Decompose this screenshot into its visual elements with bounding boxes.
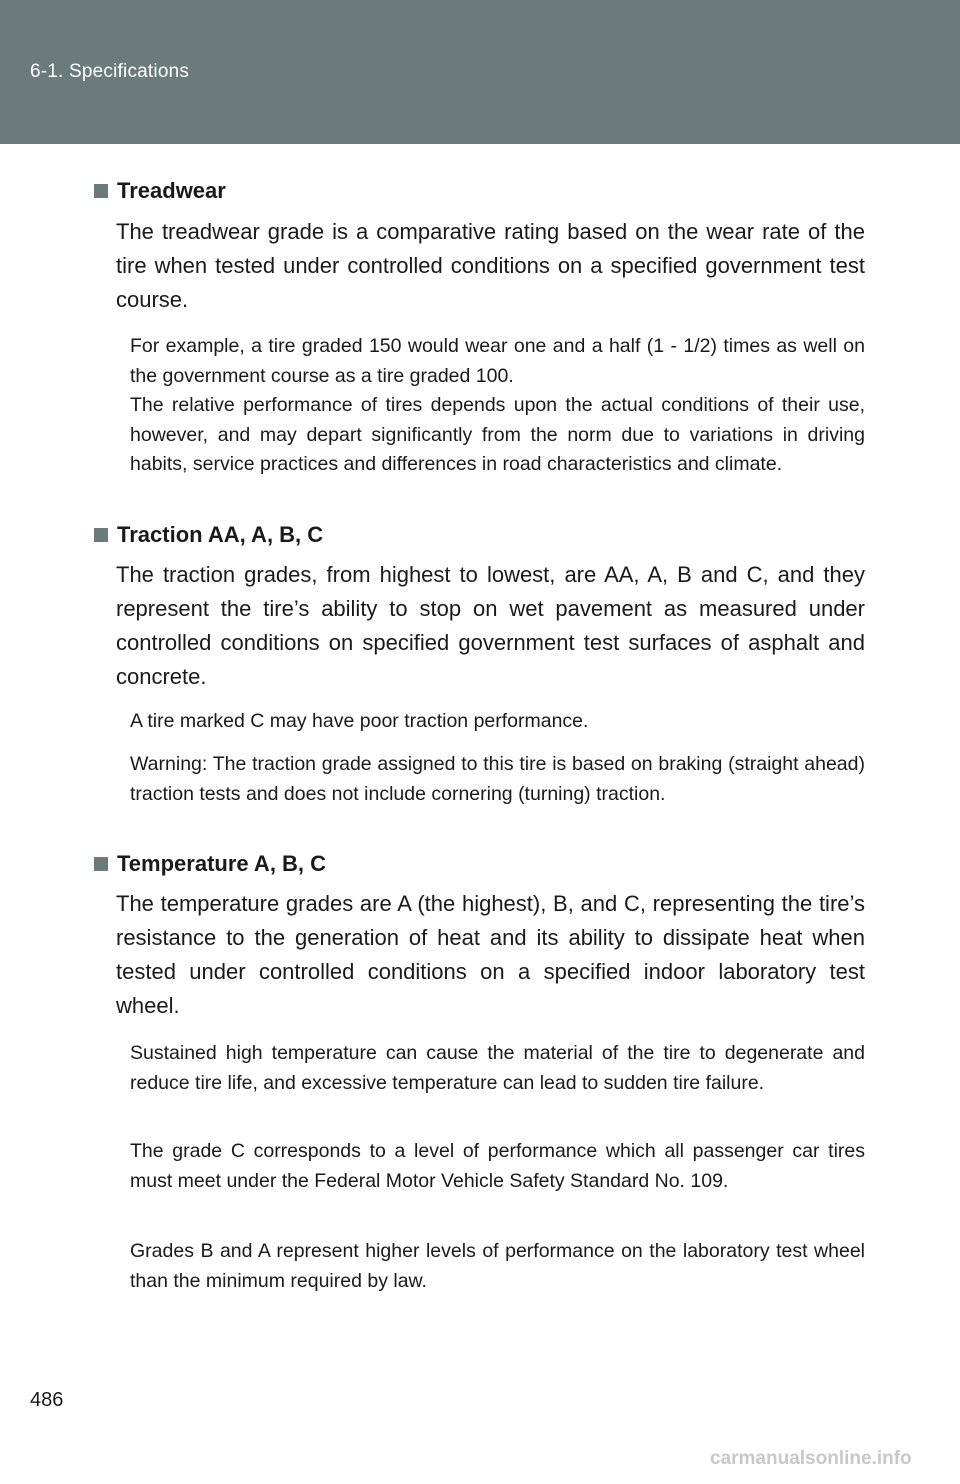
- treadwear-note-1: For example, a tire graded 150 would wear one and a half (1 - 1/2) times as well on the government course as a tire graded 100.: [130, 335, 865, 387]
- heading-text: Traction AA, A, B, C: [117, 522, 324, 547]
- square-bullet-icon: [94, 184, 108, 198]
- square-bullet-icon: [94, 857, 108, 871]
- treadwear-body: The treadwear grade is a comparative rating based on the wear rate of the tire when tested under controlled conditions on a specified government test course.: [116, 219, 865, 312]
- square-bullet-icon: [94, 528, 108, 542]
- section-title: 6-1. Specifications: [30, 61, 190, 82]
- page-number: 486: [30, 1389, 64, 1411]
- traction-note-1: A tire marked C may have poor traction performance.: [130, 710, 589, 732]
- watermark: carmanualsonline.info: [710, 1448, 912, 1469]
- heading-text: Treadwear: [117, 178, 226, 203]
- temperature-body: The temperature grades are A (the highest), B, and C, representing the tire’s resistance to the generation of heat and its ability to dissipate heat when tested under controlled conditions on a specified indoor laboratory test wheel.: [116, 891, 865, 1018]
- treadwear-heading: [94, 178, 226, 204]
- traction-body: The traction grades, from highest to lowest, are AA, A, B and C, and they represent the tire’s ability to stop on wet pavement as measured under controlled conditions on specified government test surfaces of asphalt and concrete.: [116, 562, 865, 689]
- temperature-note-1: Sustained high temperature can cause the material of the tire to degenerate and reduce tire life, and excessive temperature can lead to sudden tire failure.: [130, 1042, 865, 1094]
- traction-note-2: Warning: The traction grade assigned to this tire is based on braking (straight ahead) traction tests and does not include cornering (turning) traction.: [130, 753, 865, 805]
- temperature-heading: [94, 851, 326, 877]
- temperature-note-3: Grades B and A represent higher levels of performance on the laboratory test wheel than the minimum required by law.: [130, 1240, 865, 1292]
- traction-heading: [94, 522, 323, 548]
- heading-text: Temperature A, B, C: [117, 851, 327, 876]
- temperature-note-2: The grade C corresponds to a level of performance which all passenger car tires must meet under the Federal Motor Vehicle Safety Standard No. 109.: [130, 1140, 865, 1192]
- treadwear-note-2: The relative performance of tires depends upon the actual conditions of their use, however, and may depart significantly from the norm due to variations in driving habits, service practices and differences in road characteristics and climate.: [130, 394, 865, 475]
- page-header: [0, 0, 960, 144]
